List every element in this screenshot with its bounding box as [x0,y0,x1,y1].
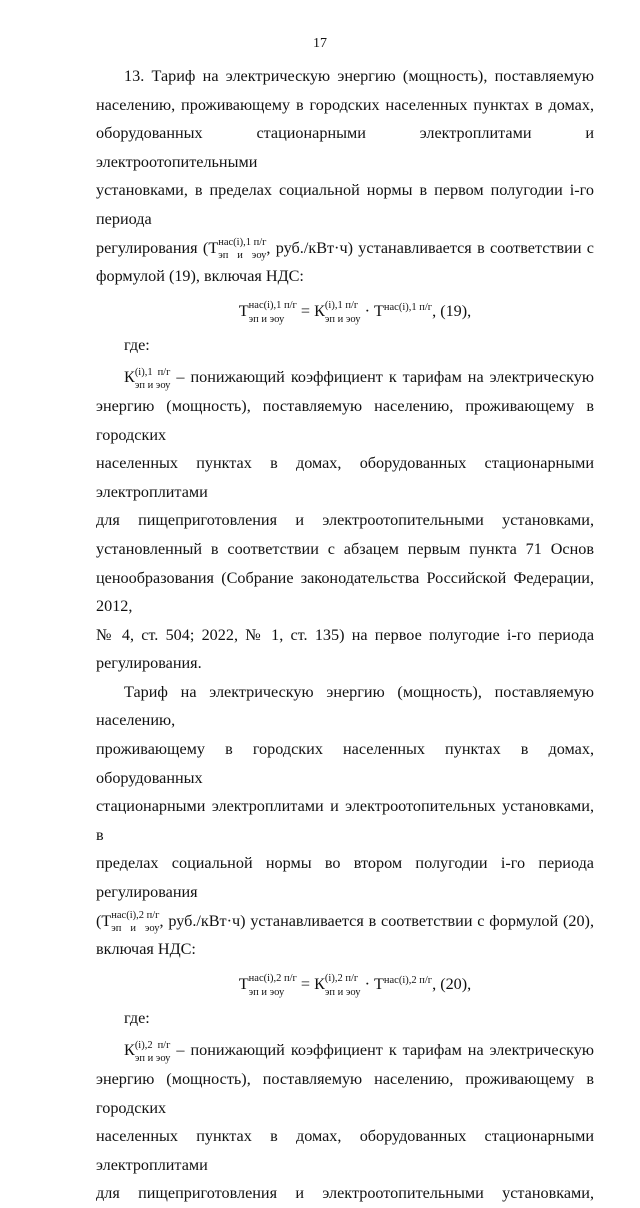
symbol-indices [135,368,171,392]
p2-line-5-pre: ( [96,911,102,930]
symbol-sup: (i),1 п/г [324,300,359,312]
symbol-indices [325,974,361,998]
symbol-letter: Т [238,301,249,320]
symbol-letter: Т [374,974,384,993]
page-number: 17 [313,36,327,51]
def2-line-2: энергию (мощность), поставляемую населению, проживающему в городских [96,1070,594,1117]
symbol-sub: эп и эоу [218,250,267,262]
symbol-sub: эп и эоу [248,313,285,325]
symbol-sub: эп и эоу [134,380,171,392]
formula-19-base [374,302,432,320]
symbol-letter: Т [208,238,219,257]
formula-19-coef [314,300,361,325]
symbol-letter: К [124,1041,135,1060]
p13-line-5-pre: регулирования ( [96,238,209,257]
def1-line-7: № 4, ст. 504; 2022, № 1, ст. 135) на первое полугодие i-го периода [96,625,594,644]
formula-20-coef [314,973,361,998]
equals-sign: = [296,974,315,993]
where-label-1: где: [124,335,150,354]
symbol-indices [218,238,266,262]
symbol-letter: Т [238,974,249,993]
def1-line-8: регулирования. [96,654,202,673]
symbol-sup: нас(i),2 п/г [111,909,160,921]
p13-line-6: формулой (19), включая НДС: [96,267,304,286]
symbol-sub: эп и эоу [324,986,361,998]
symbol-letter: К [124,368,135,387]
def2-line-3: населенных пунктах в домах, оборудованных стационарными электроплитами [96,1127,594,1174]
def1-line-6: ценообразования (Собрание законодательства Российской Федерации, 2012, [96,568,594,616]
symbol-sup: нас(i),1 п/г [218,236,267,248]
p13-line-2: населению, проживающему в городских населенных пунктах в домах, [96,95,594,114]
p13-line-1: 13. Тариф на электрическую энергию (мощность), поставляемую [124,67,594,85]
def2-line-4: для пищеприготовления и электроотопительными установками, [96,1184,594,1203]
def1-line-1-text: – понижающий коэффициент к тарифам на электрическую [170,368,594,387]
def1-line-3: населенных пунктах в домах, оборудованных стационарными электроплитами [96,454,594,501]
symbol-letter: Т [101,911,112,930]
formula-20 [96,964,594,1004]
def1-line-5: установленный в соответствии с абзацем первым пункта 71 Основ [96,539,594,558]
p2-line-5 [96,907,594,936]
symbol-sup: (i),2 п/г [324,973,359,985]
p2-line-6: включая НДС: [96,940,196,959]
formula-19-number: , (19), [432,301,472,320]
symbol-sub: эп и эоу [134,1053,171,1065]
def1-line-4: для пищеприготовления и электроотопительными установками, [96,511,594,530]
where-label-2: где: [124,1008,150,1027]
p2-line-4: пределах социальной нормы во втором полугодии i-го периода регулирования [96,854,594,902]
symbol-sup: нас(i),2 п/г [248,973,297,985]
document-body [96,62,594,1208]
symbol-sup: нас(i),2 п/г [383,975,433,987]
formula-20-number: , (20), [432,974,472,993]
formula-19 [96,291,594,331]
symbol-sub: эп и эоу [111,923,160,935]
p2-line-2: проживающему в городских населенных пунктах в домах, оборудованных [96,740,594,787]
formula-20-base [374,975,432,993]
formula-19-lhs [238,300,297,325]
p2-line-1: Тариф на электрическую энергию (мощность), поставляемую населению, [96,682,594,730]
symbol-sup: (i),2 п/г [134,1039,171,1051]
symbol-letter: К [314,301,325,320]
symbol-indices [325,301,361,325]
p13-line-3: оборудованных стационарными электроплитами и электроотопительными [96,124,594,171]
equals-sign: = [296,301,315,320]
p2-line-3: стационарными электроплитами и электроотопительных установками, в [96,797,594,844]
formula-20-lhs [238,973,297,998]
def1-line-2: энергию (мощность), поставляемую населению, проживающему в городских [96,396,594,444]
symbol-indices [135,1041,171,1065]
symbol-sup: нас(i),1 п/г [248,300,297,312]
tariff-symbol-2 [101,909,160,935]
tariff-symbol-1 [208,236,267,262]
symbol-sup: нас(i),1 п/г [383,301,433,313]
p13-line-5-post: , руб./кВт·ч) устанавливается в соответствии с [266,238,594,257]
symbol-indices [249,301,297,325]
symbol-letter: К [314,974,325,993]
p13-line-4: установками, в пределах социальной нормы в первом полугодии i-го периода [96,181,594,228]
multiply-dot: · [360,301,375,320]
def1-line-1 [96,363,594,392]
symbol-letter: Т [374,301,384,320]
def2-line-1 [96,1036,594,1065]
p2-line-5-post: , руб./кВт·ч) устанавливается в соответствии с формулой (20), [159,911,594,930]
symbol-sub: эп и эоу [248,986,285,998]
p13-line-5 [96,234,594,263]
coef-symbol-1 [124,366,171,392]
multiply-dot: · [360,974,375,993]
symbol-sup: (i),1 п/г [134,366,171,378]
coef-symbol-2 [124,1039,171,1065]
symbol-sub: эп и эоу [324,313,361,325]
symbol-indices [249,974,297,998]
symbol-indices [111,911,159,935]
def2-line-1-text: – понижающий коэффициент к тарифам на электрическую [170,1041,594,1060]
